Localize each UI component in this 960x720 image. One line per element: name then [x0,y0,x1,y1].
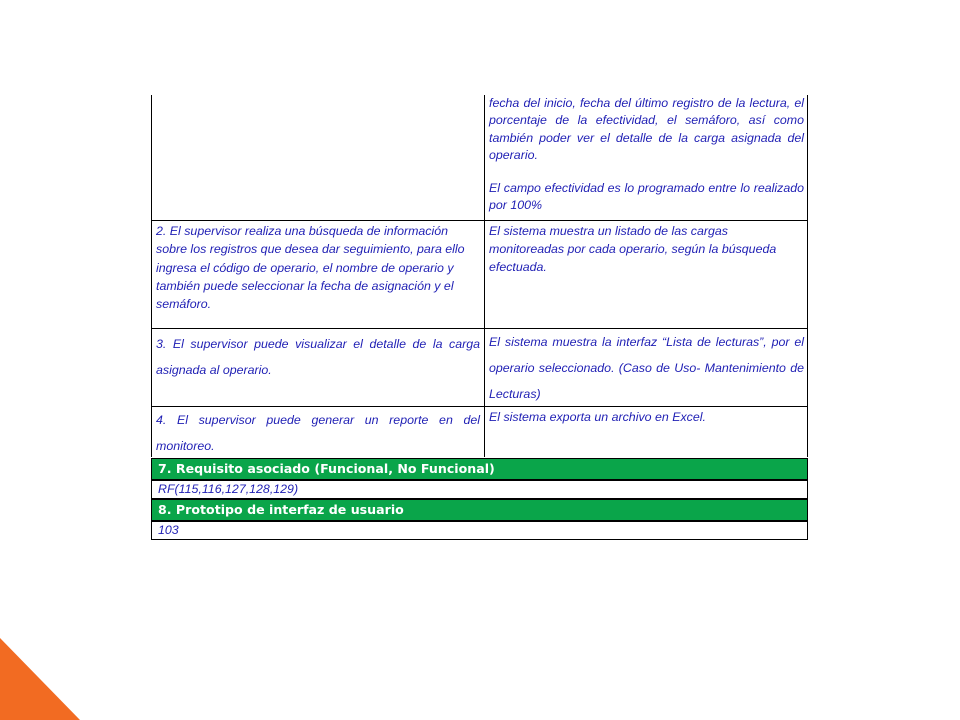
row3-left-cell: 3. El supervisor puede visualizar el detalle de la carga asignada al operario. [156,337,480,377]
table-border-left [151,95,152,457]
row2-left-cell: 2. El supervisor realiza una búsqueda de información sobre los registros que desea dar seguimiento, para ello ingresa el código de operario, el nombre de operario y también puede seleccionar la fecha de asignación y el semáforo. [156,224,465,312]
section7-header: 7. Requisito asociado (Funcional, No Funcional) [151,458,808,480]
row4-right-cell: El sistema exporta un archivo en Excel. [489,410,706,424]
row2-right-cell: El sistema muestra un listado de las cargas monitoreadas por cada operario, según la búsqueda efectuada. [489,224,777,274]
orange-corner-triangle [0,638,80,720]
table-border-middle [484,95,485,457]
row-divider [151,220,808,221]
row1-right-text-1: fecha del inicio, fecha del último registro de la lectura, el porcentaje de la efectividad, el semáforo, así como también poder ver el detalle de la carga asignada del operario. [489,96,804,162]
table-border-right [807,95,808,457]
section8-header: 8. Prototipo de interfaz de usuario [151,499,808,521]
section8-value: 103 [151,521,808,540]
row1-right-cell [489,95,804,215]
row4-left-cell: 4. El supervisor puede generar un reporte en del monitoreo. [156,413,480,453]
row3-right-cell: El sistema muestra la interfaz “Lista de lecturas”, por el operario seleccionado. (Caso de Uso- Mantenimiento de Lecturas) [489,335,804,401]
section7-value: RF(115,116,127,128,129) [151,480,808,499]
row1-right-text-2: El campo efectividad es lo programado entre lo realizado por 100% [489,181,804,213]
